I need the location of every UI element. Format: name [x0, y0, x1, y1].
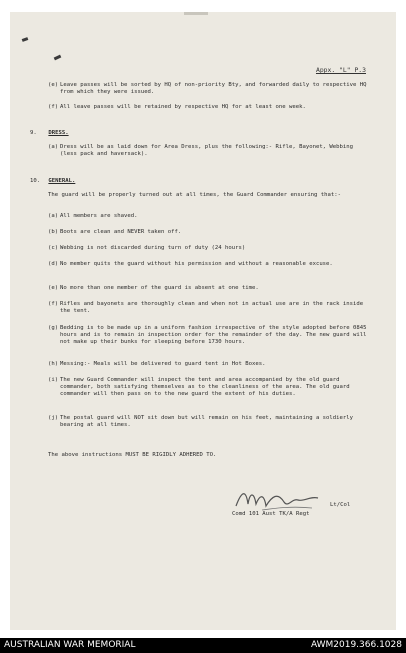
signature-scribble: [232, 486, 324, 514]
item-label: (d): [48, 261, 59, 267]
signature-title: Comd 101 Aust TK/A Regt: [232, 511, 310, 517]
item-text: The postal guard will NOT sit down but will remain on his feet, maintaining a soldierly bearing at all times.: [60, 415, 353, 428]
item-label: (j): [48, 415, 59, 421]
section-10-intro: The guard will be properly turned out at all times, the Guard Commander ensuring that:-: [48, 192, 341, 198]
item-text: Messing:- Meals will be delivered to guard tent in Hot Boxes.: [60, 361, 266, 367]
closing-instruction: The above instructions MUST BE RIGIDLY ADHERED TO.: [48, 452, 217, 458]
item-text: Dress will be as laid down for Area Dress, plus the following:- Rifle, Bayonet, Webbing (less pack and haversack).: [60, 144, 353, 157]
item-label: (e): [48, 82, 59, 88]
item-text: All leave passes will be retained by respective HQ for at least one week.: [60, 104, 306, 110]
footer-institution: AUSTRALIAN WAR MEMORIAL: [4, 640, 136, 650]
item-label: (g): [48, 325, 59, 331]
footer-bar: [0, 638, 406, 653]
item-label: (c): [48, 245, 59, 251]
section-number: 9.: [30, 130, 37, 136]
item-text: All members are shaved.: [60, 213, 138, 219]
item-label: (e): [48, 285, 59, 291]
section-number: 10.: [30, 178, 41, 184]
item-label: (a): [48, 213, 59, 219]
item-label: (a): [48, 144, 59, 150]
item-label: (b): [48, 229, 59, 235]
item-text: Rifles and bayonets are thoroughly clean and when not in actual use are in the rack inside the tent.: [60, 301, 364, 314]
signature-rank: Lt/Col: [330, 502, 351, 508]
item-text: The new Guard Commander will inspect the tent and area accompanied by the old guard commander, both satisfying themselves as to the cleanliness of the area. The old guard commander will then pass on to the new guard the extent of his duties.: [60, 377, 350, 397]
item-label: (f): [48, 301, 59, 307]
section-title: GENERAL.: [48, 178, 76, 184]
item-text: Leave passes will be sorted by HQ of non-priority Bty, and forwarded daily to respective HQ from which they were issued.: [60, 82, 367, 95]
document-page: [10, 12, 396, 630]
section-10-heading: [30, 178, 75, 185]
document-body: [10, 12, 396, 630]
item-label: (f): [48, 104, 59, 110]
section-title: DRESS.: [48, 130, 69, 136]
section-9-heading: [30, 130, 69, 137]
item-label: (h): [48, 361, 59, 367]
item-label: (i): [48, 377, 59, 383]
appendix-reference: Appx. "L" P.3: [315, 66, 366, 74]
item-text: Bedding is to be made up in a uniform fashion irrespective of the style adopted before 0845 hours and is to remain in inspection order for the remainder of the day. The new guard will not make up their bunks for sleeping before 1730 hours.: [60, 325, 367, 345]
item-text: Webbing is not discarded during turn of duty (24 hours): [60, 245, 246, 251]
item-text: Boots are clean and NEVER taken off.: [60, 229, 182, 235]
item-text: No member quits the guard without his permission and without a reasonable excuse.: [60, 261, 333, 267]
item-text: No more than one member of the guard is absent at one time.: [60, 285, 259, 291]
footer-accession-number: AWM2019.366.1028: [310, 640, 402, 650]
